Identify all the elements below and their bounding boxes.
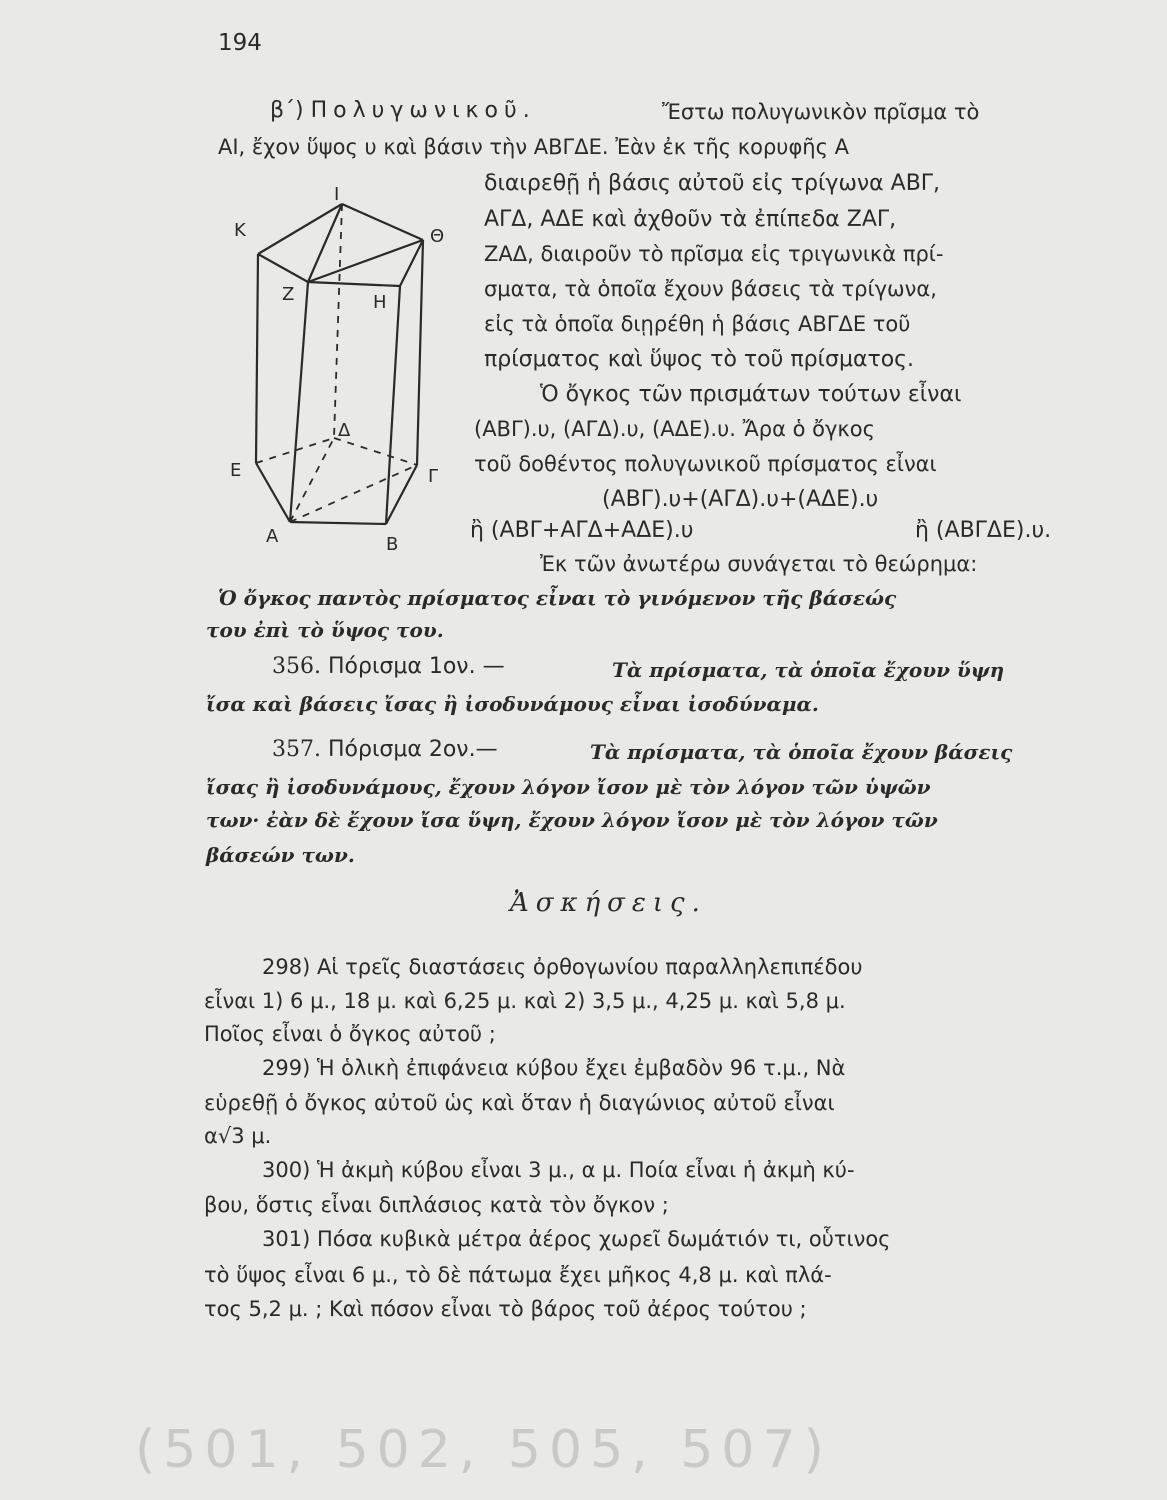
text-line: ΑΓΔ, ΑΔΕ καὶ ἀχθοῦν τὰ ἐπίπεδα ΖΑΓ, <box>484 207 897 232</box>
text-line: (ΑΒΓ).υ, (ΑΓΔ).υ, (ΑΔΕ).υ. Ἄρα ὁ ὄγκος <box>474 417 875 441</box>
exercise-line: 299) Ἡ ὁλικὴ ἐπιφάνεια κύβου ἔχει ἐμβαδὸν 96 τ.μ., Νὰ <box>262 1056 846 1080</box>
text-line: τοῦ δοθέντος πολυγωνικοῦ πρίσματος εἶναι <box>474 452 937 476</box>
corollary-line: Τὰ πρίσματα, τὰ ὁποῖα ἔχουν ὕψη <box>612 658 1005 682</box>
exercise-line: 300) Ἡ ἀκμὴ κύβου εἶναι 3 μ., α μ. Ποία εἶναι ἡ ἀκμὴ κύ- <box>262 1158 855 1182</box>
vertex-label-a: Α <box>266 526 279 547</box>
text-line: Ἔστω πολυγωνικὸν πρῖσμα τὸ <box>662 100 980 124</box>
exercise-line: εὑρεθῇ ὁ ὄγκος αὐτοῦ ὡς καὶ ὅταν ἡ διαγώνιος αὐτοῦ εἶναι <box>204 1091 835 1115</box>
corollary-line: ἴσα καὶ βάσεις ἴσας ἢ ἰσοδυνάμους εἶναι ἰσοδύναμα. <box>206 692 819 716</box>
corollary-357-heading <box>272 739 498 761</box>
text-line: εἰς τὰ ὁποῖα διῃρέθη ἡ βάσις ΑΒΓΔΕ τοῦ <box>484 312 911 336</box>
section-label <box>270 100 536 122</box>
section-b-label: β΄) <box>270 98 304 123</box>
section-b-heading: Πολυγωνικοῦ. <box>310 98 536 123</box>
vertex-label-h: Η <box>373 292 387 313</box>
formula-line: ἢ (ΑΒΓ+ΑΓΔ+ΑΔΕ).υ <box>470 518 694 543</box>
corollary-356-heading <box>272 656 505 678</box>
theorem-line: του ἐπὶ τὸ ὕψος του. <box>206 618 444 642</box>
text-line: Ἐκ τῶν ἀνωτέρω συνάγεται τὸ θεώρημα: <box>540 552 978 576</box>
vertex-label-gamma: Γ <box>428 466 439 487</box>
exercise-line: 301) Πόσα κυβικὰ μέτρα ἀέρος χωρεῖ δωμάτιόν τι, οὗτινος <box>262 1227 891 1251</box>
vertex-label-z: Ζ <box>282 284 295 305</box>
prism-figure <box>220 180 460 550</box>
exercise-line: τὸ ὕψος εἶναι 6 μ., τὸ δὲ πάτωμα ἔχει μῆκος 4,8 μ. καὶ πλά- <box>204 1263 832 1287</box>
exercise-line: βου, ὅστις εἶναι διπλάσιος κατὰ τὸν ὄγκον ; <box>204 1193 669 1217</box>
handwritten-note: (501, 502, 505, 507) <box>135 1420 832 1480</box>
text-line: σματα, τὰ ὁποῖα ἔχουν βάσεις τὰ τρίγωνα, <box>484 277 937 301</box>
formula-line: (ΑΒΓ).υ+(ΑΓΔ).υ+(ΑΔΕ).υ <box>602 487 879 512</box>
vertex-label-theta: Θ <box>430 226 445 247</box>
exercise-line: εἶναι 1) 6 μ., 18 μ. καὶ 6,25 μ. καὶ 2) 3,5 μ., 4,25 μ. καὶ 5,8 μ. <box>204 989 846 1013</box>
corollary-line: Τὰ πρίσματα, τὰ ὁποῖα ἔχουν βάσεις <box>590 740 1013 764</box>
vertex-label-delta: Δ <box>338 420 351 441</box>
exercise-line: Ποῖος εἶναι ὁ ὄγκος αὐτοῦ ; <box>204 1022 496 1046</box>
exercises-heading: Ἀσκήσεις. <box>510 888 707 918</box>
corollary-356-title: Πόρισμα 1ον. — <box>327 654 505 679</box>
corollary-357-number: 357. <box>272 737 321 762</box>
vertex-label-i: Ι <box>334 184 340 205</box>
corollary-357-title: Πόρισμα 2ον.— <box>327 737 498 762</box>
vertex-label-e: Ε <box>230 460 242 481</box>
text-line: διαιρεθῇ ἡ βάσις αὐτοῦ εἰς τρίγωνα ΑΒΓ, <box>484 171 941 196</box>
vertex-label-k: Κ <box>234 220 246 241</box>
corollary-line: βάσεών των. <box>206 843 355 867</box>
text-line: πρίσματος καὶ ὕψος τὸ τοῦ πρίσματος. <box>484 347 915 372</box>
exercise-line: α√3 μ. <box>204 1124 272 1148</box>
text-line: ΖΑΔ, διαιροῦν τὸ πρῖσμα εἰς τριγωνικὰ πρί- <box>484 242 944 266</box>
formula-line: ἢ (ΑΒΓΔΕ).υ. <box>915 518 1052 543</box>
page-number: 194 <box>218 30 262 56</box>
vertex-label-b: Β <box>386 534 399 550</box>
corollary-line: των· ἐὰν δὲ ἔχουν ἴσα ὕψη, ἔχουν λόγον ἴσον μὲ τὸν λόγον τῶν <box>206 808 938 832</box>
text-line: Ὁ ὄγκος τῶν πρισμάτων τούτων εἶναι <box>540 382 962 407</box>
exercise-line: τος 5,2 μ. ; Καὶ πόσον εἶναι τὸ βάρος τοῦ ἀέρος τούτου ; <box>204 1297 807 1321</box>
corollary-356-number: 356. <box>272 654 321 679</box>
exercise-line: 298) Αἱ τρεῖς διαστάσεις ὀρθογωνίου παραλληλεπιπέδου <box>262 955 863 979</box>
text-line: AI, ἔχον ὕψος υ καὶ βάσιν τὴν ΑΒΓΔΕ. Ἐὰν ἐκ τῆς κορυφῆς Α <box>218 135 849 159</box>
theorem-line: Ὁ ὄγκος παντὸς πρίσματος εἶναι τὸ γινόμενον τῆς βάσεώς <box>218 586 897 610</box>
corollary-line: ἴσας ἢ ἰσοδυνάμους, ἔχουν λόγον ἴσον μὲ τὸν λόγον τῶν ὑψῶν <box>206 775 931 799</box>
